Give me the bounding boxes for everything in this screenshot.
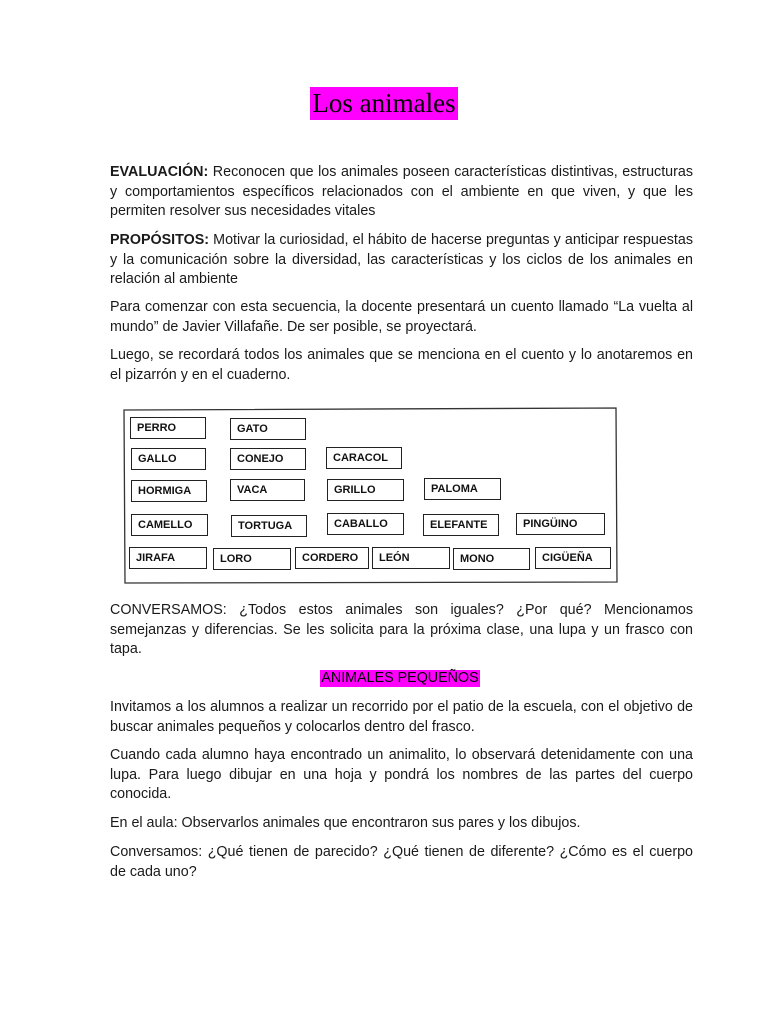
word-card-jirafa: JIRAFA bbox=[129, 547, 207, 569]
cuando-paragraph: Cuando cada alumno haya encontrado un animalito, lo observará detenidamente con una lupa. Para luego dibujar en una hoja y pondrá los nombres de las partes del cuerpo conocida. bbox=[110, 747, 693, 803]
word-card-gallo: GALLO bbox=[131, 448, 206, 470]
invitamos-paragraph: Invitamos a los alumnos a realizar un recorrido por el patio de la escuela, con el objetivo de buscar animales pequeños y colocarlos dentro del frasco. bbox=[110, 699, 693, 735]
word-card-pinguino: PINGÜINO bbox=[516, 513, 605, 535]
word-card-leon: LEÓN bbox=[372, 547, 450, 569]
page-title: Los animales bbox=[312, 88, 456, 118]
word-card-conejo: CONEJO bbox=[230, 448, 306, 470]
word-card-paloma: PALOMA bbox=[424, 478, 501, 500]
word-card-tortuga: TORTUGA bbox=[231, 515, 307, 537]
word-card-elefante: ELEFANTE bbox=[423, 514, 499, 536]
word-card-camello: CAMELLO bbox=[131, 514, 208, 536]
propositos-paragraph bbox=[110, 231, 693, 290]
word-card-cordero: CORDERO bbox=[295, 547, 369, 569]
intro-paragraph: Para comenzar con esta secuencia, la docente presentará un cuento llamado “La vuelta al mundo” de Javier Villafañe. De ser posible, se proyectará. bbox=[110, 299, 693, 335]
evaluacion-label: EVALUACIÓN: bbox=[110, 164, 209, 180]
word-card-vaca: VACA bbox=[230, 479, 305, 501]
word-card-caballo: CABALLO bbox=[327, 513, 404, 535]
conversamos-paragraph: CONVERSAMOS: ¿Todos estos animales son iguales? ¿Por qué? Mencionamos semejanzas y diferencias. Se les solicita para la próxima clase, una lupa y un frasco con tapa. bbox=[110, 602, 693, 658]
word-card-gato: GATO bbox=[230, 418, 306, 440]
title-container bbox=[0, 87, 768, 120]
evaluacion-paragraph bbox=[110, 163, 693, 222]
word-card-loro: LORO bbox=[213, 548, 291, 570]
propositos-text: Motivar la curiosidad, el hábito de hacerse preguntas y anticipar respuestas y la comunicación sobre la diversidad, las características y los ciclos de los animales en relación al ambiente bbox=[110, 232, 693, 288]
word-card-hormiga: HORMIGA bbox=[131, 480, 207, 502]
evaluacion-text: Reconocen que los animales poseen características distintivas, estructuras y comportamientos específicos relacionados con el ambiente en que viven, y que les permiten resolver sus necesidades vitales bbox=[110, 164, 693, 220]
word-card-grillo: GRILLO bbox=[327, 479, 404, 501]
aula-paragraph: En el aula: Observarlos animales que encontraron sus pares y los dibujos. bbox=[110, 815, 581, 831]
word-card-mono: MONO bbox=[453, 548, 530, 570]
word-card-ciguena: CIGÜEÑA bbox=[535, 547, 611, 569]
propositos-label: PROPÓSITOS: bbox=[110, 232, 210, 248]
word-card-caracol: CARACOL bbox=[326, 447, 402, 469]
subtitle-container bbox=[0, 669, 768, 687]
conversamos2-paragraph: Conversamos: ¿Qué tienen de parecido? ¿Qué tienen de diferente? ¿Cómo es el cuerpo de cada uno? bbox=[110, 844, 693, 880]
animal-word-board bbox=[122, 407, 618, 584]
section-subtitle: ANIMALES PEQUEÑOS bbox=[321, 670, 479, 686]
luego-paragraph: Luego, se recordará todos los animales que se menciona en el cuento y lo anotaremos en el pizarrón y en el cuaderno. bbox=[110, 347, 693, 383]
word-card-perro: PERRO bbox=[130, 417, 206, 439]
